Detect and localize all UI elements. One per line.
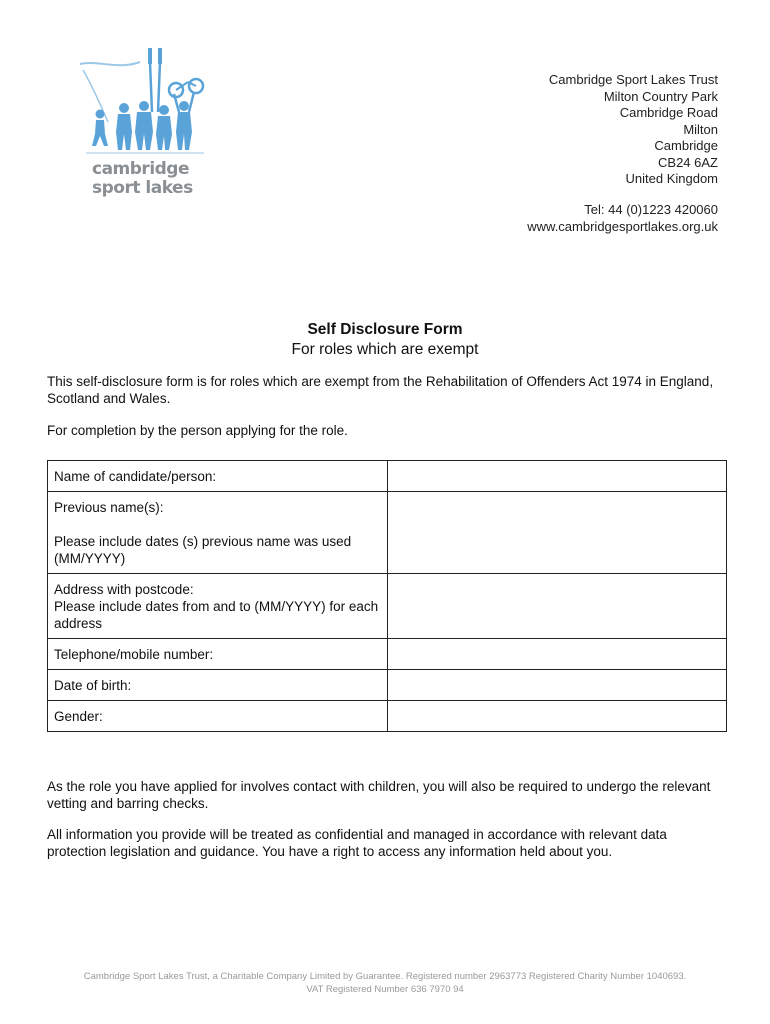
address-cell [48,574,388,639]
table-row [48,574,727,639]
address-line: Cambridge Road [619,105,718,120]
previous-names-label: Previous name(s): [54,500,164,515]
intro-paragraph: This self-disclosure form is for roles which are exempt from the Rehabilitation of Offenders Act 1974 in England, Scotland and Wales. [47,374,714,406]
address-line: Cambridge Sport Lakes Trust [548,72,718,87]
table-row [48,701,727,732]
table-row [48,639,727,670]
footer-vat: VAT Registered Number 636 7970 94 [306,984,464,995]
form-subtitle: For roles which are exempt [291,341,479,358]
address-line: CB24 6AZ [658,154,718,170]
vetting-paragraph: As the role you have applied for involves contact with children, you will also be required to undergo the relevant vetting and barring checks. [47,779,711,811]
phone-field[interactable] [387,639,726,670]
previous-names-field[interactable] [387,492,726,574]
address-label: Address with postcode: [54,582,194,597]
previous-names-cell [48,492,388,574]
phone-label: Telephone/mobile number: [48,639,388,670]
name-label: Name of candidate/person: [48,461,388,492]
organization-address [549,72,718,188]
dob-field[interactable] [387,670,726,701]
logo-wordmark-line1: cambridge [92,159,190,179]
previous-names-note: Please include dates (s) previous name was used (MM/YYYY) [54,534,352,566]
gender-label: Gender: [48,701,388,732]
address-note: Please include dates from and to (MM/YYYY) for each address [54,599,379,631]
name-field[interactable] [387,461,726,492]
logo-wordmark-line2: sport lakes [92,178,193,198]
telephone: Tel: 44 (0)1223 420060 [584,202,718,217]
table-row [48,670,727,701]
completion-note: For completion by the person applying for the role. [47,423,348,438]
website-link[interactable]: www.cambridgesportlakes.org.uk [527,218,718,234]
data-protection-paragraph: All information you provide will be treated as confidential and managed in accordance with relevant data protection legislation and guidance. You have a right to access any information held about you. [47,827,667,859]
address-line: Milton [683,121,718,137]
organization-contact [527,202,718,235]
footer [0,970,770,996]
address-field[interactable] [387,574,726,639]
organization-logo [78,42,208,212]
form-title: Self Disclosure Form [307,321,463,338]
address-line: United Kingdom [625,171,718,186]
dob-label: Date of birth: [48,670,388,701]
disclosure-form-table [47,460,727,732]
logo-figures-icon [78,42,208,162]
address-line: Cambridge [654,138,718,153]
gender-field[interactable] [387,701,726,732]
address-line: Milton Country Park [603,88,718,104]
footer-registration: Cambridge Sport Lakes Trust, a Charitable Company Limited by Guarantee. Registered number 2963773 Registered Charity Number 1040693. [83,971,687,982]
table-row [48,461,727,492]
logo-wordmark [92,160,193,198]
table-row [48,492,727,574]
